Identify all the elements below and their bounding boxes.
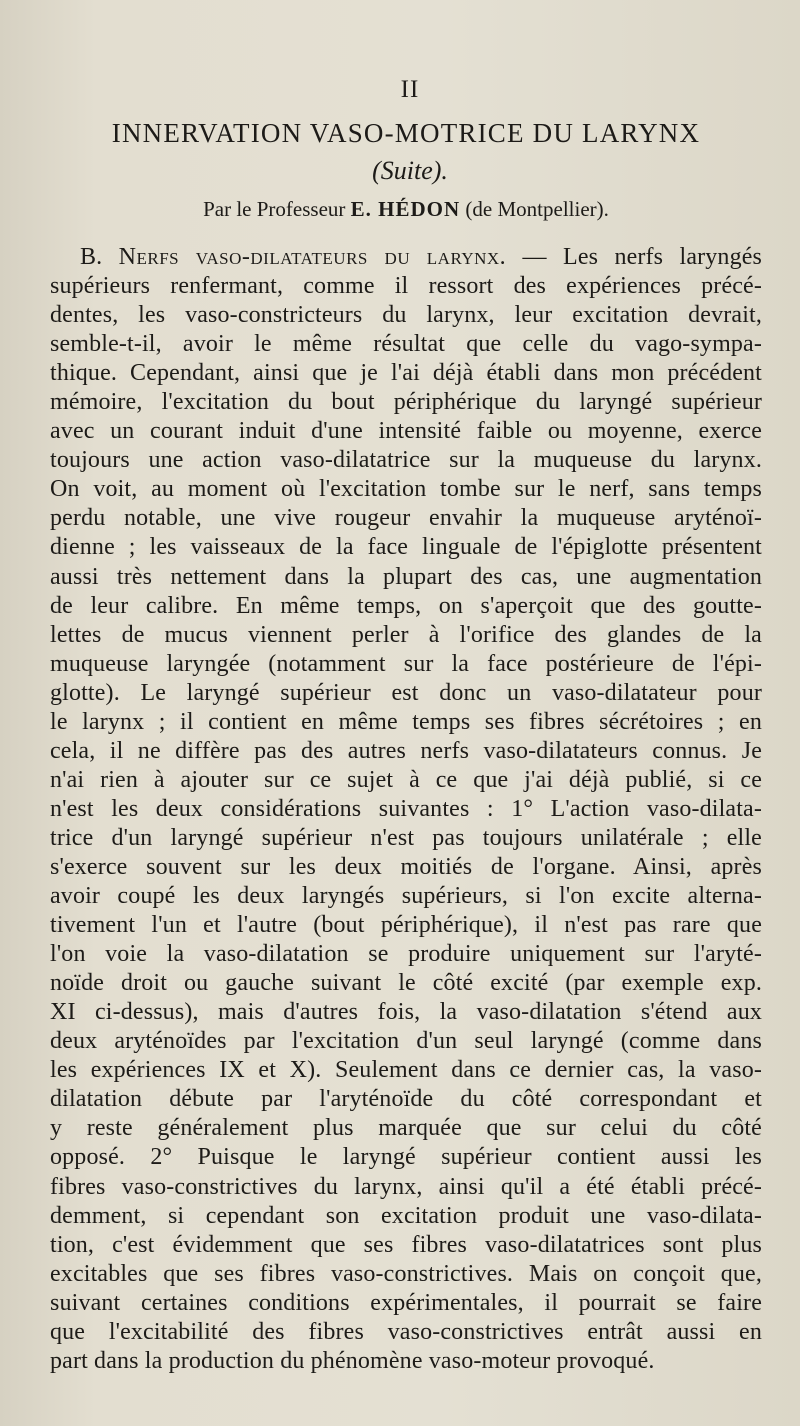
text-line: toujours une action vaso-dilatatrice sur la muqueuse du larynx. bbox=[50, 447, 762, 474]
text-line: deux aryténoïdes par l'excitation d'un seul laryngé (comme dans bbox=[50, 1028, 762, 1055]
text-line: trice d'un laryngé supérieur n'est pas toujours unilatérale ; elle bbox=[50, 824, 762, 851]
author-affiliation: (de Montpellier). bbox=[465, 197, 609, 221]
section-marker: B. bbox=[80, 244, 103, 270]
text-line: opposé. 2° Puisque le laryngé supérieur contient aussi les bbox=[50, 1144, 762, 1171]
text-line: part dans la production du phénomène vaso-moteur provoqué. bbox=[50, 1347, 655, 1374]
text-line: glotte). Le laryngé supérieur est donc un vaso-dilatateur pour bbox=[50, 679, 762, 706]
section-heading: Nerfs vaso-dilatateurs du larynx. bbox=[118, 244, 507, 270]
text-line: n'est les deux considérations suivantes : 1° L'action vaso-dilata- bbox=[50, 795, 762, 822]
text-line-first bbox=[50, 243, 762, 272]
page-number: II bbox=[400, 76, 420, 103]
text-line: que l'excitabilité des fibres vaso-constrictives entrât aussi en bbox=[50, 1318, 762, 1345]
text-line: cela, il ne diffère pas des autres nerfs vaso-dilatateurs connus. Je bbox=[50, 737, 762, 764]
text-line: dienne ; les vaisseaux de la face linguale de l'épiglotte présentent bbox=[50, 534, 762, 561]
text-line: thique. Cependant, ainsi que je l'ai déjà établi dans mon précédent bbox=[50, 360, 762, 387]
text-line: avec un courant induit d'une intensité faible ou moyenne, exerce bbox=[50, 418, 762, 445]
text-line: aussi très nettement dans la plupart des cas, une augmentation bbox=[50, 563, 762, 590]
text-line: muqueuse laryngée (notamment sur la face postérieure de l'épi- bbox=[50, 650, 762, 677]
text-line: On voit, au moment où l'excitation tombe sur le nerf, sans temps bbox=[50, 476, 762, 503]
text-line: lettes de mucus viennent perler à l'orifice des glandes de la bbox=[50, 621, 762, 648]
text-line: supérieurs renfermant, comme il ressort des expériences précé- bbox=[50, 273, 762, 300]
subtitle-text: (Suite). bbox=[372, 156, 448, 185]
text-line: tivement l'un et l'autre (bout périphérique), il n'est pas rare que bbox=[50, 912, 762, 939]
text-line: suivant certaines conditions expérimentales, il pourrait se faire bbox=[50, 1289, 762, 1316]
text-line: de leur calibre. En même temps, on s'aperçoit que des goutte- bbox=[50, 592, 762, 619]
text-line: — Les nerfs laryngés bbox=[506, 244, 763, 270]
text-line: n'ai rien à ajouter sur ce sujet à ce que j'ai déjà publié, si ce bbox=[50, 766, 762, 793]
text-line: fibres vaso-constrictives du larynx, ainsi qu'il a été établi précé- bbox=[50, 1173, 762, 1200]
text-line: dentes, les vaso-constricteurs du larynx, leur excitation devrait, bbox=[50, 302, 762, 329]
text-line: excitables que ses fibres vaso-constrictives. Mais on conçoit que, bbox=[50, 1260, 762, 1287]
text-line: perdu notable, une vive rougeur envahir la muqueuse aryténoï- bbox=[50, 505, 762, 532]
body-paragraph bbox=[50, 243, 762, 1376]
text-line: y reste généralement plus marquée que sur celui du côté bbox=[50, 1115, 762, 1142]
article-subtitle bbox=[0, 156, 800, 186]
text-line: mémoire, l'excitation du bout périphérique du laryngé supérieur bbox=[50, 389, 762, 416]
text-line: les expériences IX et X). Seulement dans ce dernier cas, la vaso- bbox=[50, 1057, 762, 1084]
author-prefix: Par le Professeur bbox=[203, 197, 346, 221]
text-line: demment, si cependant son excitation produit une vaso-dilata- bbox=[50, 1202, 762, 1229]
text-line: XI ci-dessus), mais d'autres fois, la vaso-dilatation s'étend aux bbox=[50, 999, 762, 1026]
text-line: tion, c'est évidemment que ses fibres vaso-dilatatrices sont plus bbox=[50, 1231, 762, 1258]
author-name: E. HÉDON bbox=[350, 197, 461, 221]
text-line: le larynx ; il contient en même temps ses fibres sécrétoires ; en bbox=[50, 708, 762, 735]
text-line: s'exerce souvent sur les deux moitiés de l'organe. Ainsi, après bbox=[50, 853, 762, 880]
text-line: semble-t-il, avoir le même résultat que celle du vago-sympa- bbox=[50, 331, 762, 358]
text-line: l'on voie la vaso-dilatation se produire uniquement sur l'aryté- bbox=[50, 941, 762, 968]
text-line: dilatation débute par l'aryténoïde du côté correspondant et bbox=[50, 1086, 762, 1113]
author-line bbox=[0, 197, 800, 222]
article-title: INNERVATION VASO-MOTRICE DU LARYNX bbox=[111, 118, 701, 148]
text-line: noïde droit ou gauche suivant le côté excité (par exemple exp. bbox=[50, 970, 762, 997]
text-line: avoir coupé les deux laryngés supérieurs, si l'on excite alterna- bbox=[50, 883, 762, 910]
